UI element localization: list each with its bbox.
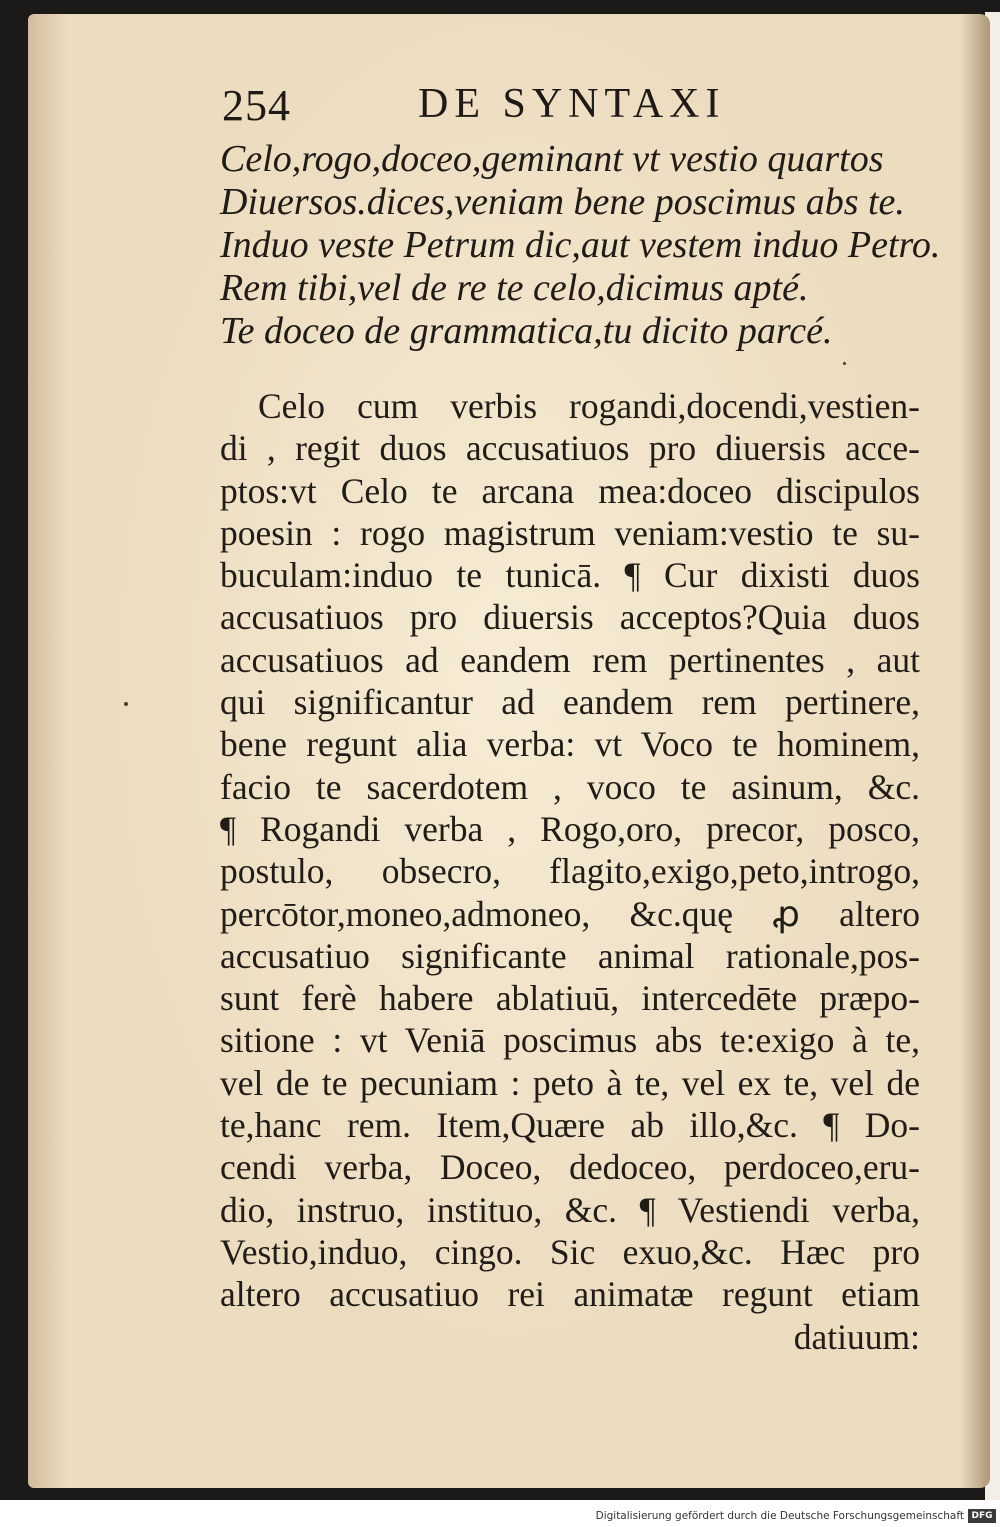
page-number: 254 [222,81,291,130]
prose-line: ¶ Rogandi verba , Rogo,oro, precor, posco, [220,808,920,849]
verse-block [220,138,940,353]
prose-line: ptos:vt Celo te arcana mea:doceo discipulos [220,470,920,511]
prose-line: accusatiuos ad eandem rem pertinentes , aut [220,639,920,680]
prose-line: altero accusatiuo rei animatæ regunt etiam [220,1274,920,1315]
prose-line: sitione : vt Veniā poscimus abs te:exigo à te, [220,1020,920,1061]
prose-line: bene regunt alia verba: vt Voco te hominem, [220,724,920,765]
prose-line: facio te sacerdotem , voco te asinum, &c. [220,766,920,807]
prose-line: Vestio,induo, cingo. Sic exuo,&c. Hæc pro [220,1231,920,1272]
prose-line: postulo, obsecro, flagito,exigo,peto,introgo, [220,851,920,892]
prose-line: qui significantur ad eandem rem pertinere, [220,682,920,723]
prose-line: sunt ferè habere ablatiuū, intercedēte præpo- [220,978,920,1019]
page-header [222,80,782,130]
catchword: datiuum: [793,1316,920,1357]
prose-line: poesin : rogo magistrum veniam:vestio te su- [220,512,920,553]
prose-line: buculam:induo te tunicā. ¶ Cur dixisti duos [220,555,920,596]
prose-line: te,hanc rem. Item,Quære ab illo,&c. ¶ Do- [220,1105,920,1146]
prose-line: Celo cum verbis rogandi,docendi,vestien- [258,386,920,426]
dfg-logo: DFG [968,1509,996,1523]
verse-line: Celo,rogo,doceo,geminant vt vestio quartos [220,138,884,180]
prose-line: percōtor,moneo,admoneo, &c.quę ꝓ altero [220,893,920,934]
prose-line: accusatiuo significante animal rationale,pos- [220,935,920,976]
prose-line: dio, instruo, instituo, &c. ¶ Vestiendi verba, [220,1189,920,1230]
digitization-footer [0,1508,1000,1527]
running-head: DE SYNTAXI [418,81,726,127]
prose-line: vel de te pecuniam : peto à te, vel ex te, vel de [220,1062,920,1103]
verse-line: Induo veste Petrum dic,aut vestem induo Petro. [220,224,941,266]
ink-speck [843,362,846,365]
prose-line: accusatiuos pro diuersis acceptos?Quia duos [220,597,920,638]
prose-line: di , regit duos accusatiuos pro diuersis acce- [220,428,920,469]
prose-line: cendi verba, Doceo, dedoceo, perdoceo,eru- [220,1147,920,1188]
ink-speck [124,702,128,706]
verse-line: Rem tibi,vel de re te celo,dicimus apté. [220,267,809,309]
commentary-block [220,385,920,1358]
verse-line: Diuersos.dices,veniam bene poscimus abs te. [220,181,905,223]
funding-credit: Digitalisierung gefördert durch die Deutsche Forschungsgemeinschaft [595,1510,964,1522]
verse-line: Te doceo de grammatica,tu dicito parcé. [220,310,833,352]
